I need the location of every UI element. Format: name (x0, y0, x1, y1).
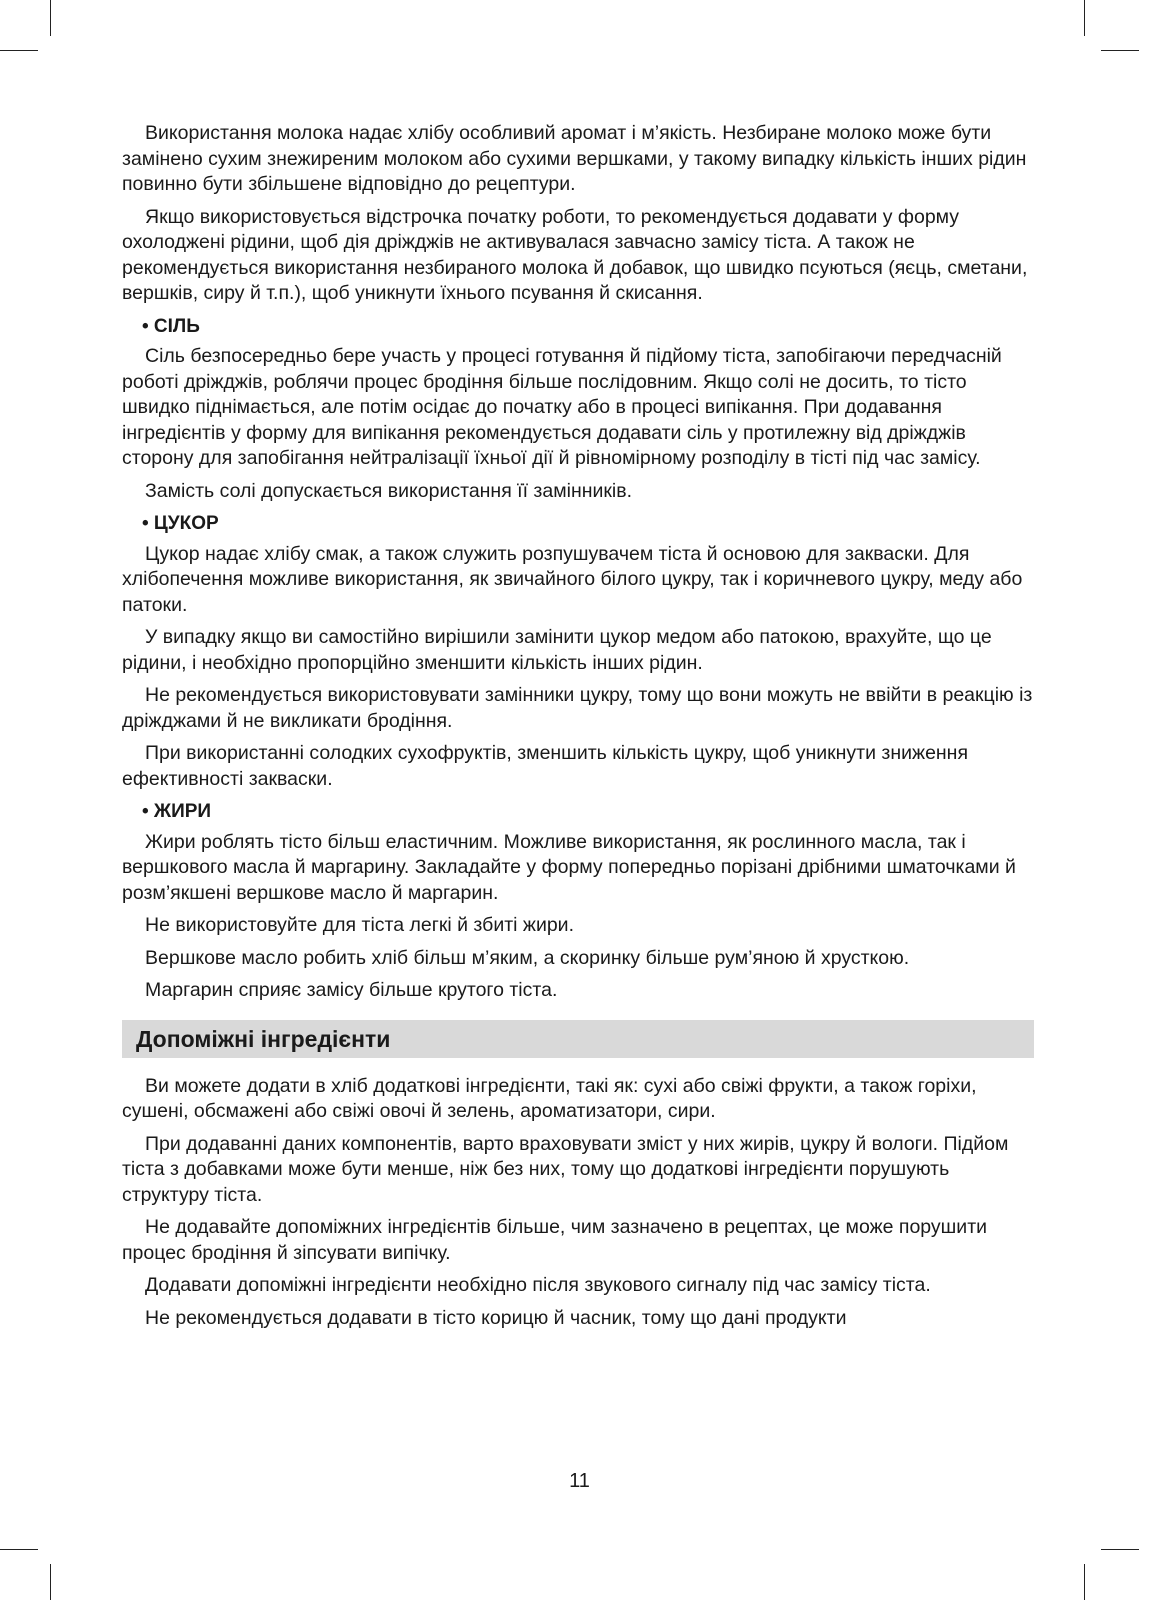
paragraph-milk-1: Використання молока надає хлібу особливий аромат і м’якість. Незбиране молоко може бути замінено сухим знежиреним молоком або сухими вершками, у такому випадку кількість інших рідин повинно бути збільшене відповідно до рецептури. (122, 122, 1027, 195)
paragraph-sugar-2: У випадку якщо ви самостійно вирішили замінити цукор медом або патокою, врахуйте, що це рідини, і необхідно пропорційно зменшити кількість інших рідин. (122, 626, 992, 674)
paragraph-salt-1: Сіль безпосередньо бере участь у процесі готування й підйому тіста, запобігаючи передчасній роботі дріжджів, роблячи процес бродіння більше послідовним. Якщо солі не досить, то тісто швидко піднімається, але потім осідає до початку або в процесі випікання. При додавання інгредієнтів у форму для випікання рекомендується додавати сіль у протилежну від дріжджів сторону для запобігання нейтралізації їхньої дії й рівномірному розподілу в тісті під час замісу. (122, 345, 1002, 469)
paragraph-milk-2: Якщо використовується відстрочка початку роботи, то рекомендується додавати у форму охолоджені рідини, щоб дія дріжджів не активувалася завчасно замісу тіста. А також не рекомендується використання незбираного молока й добавок, що швидко псуються (яєць, сметани, вершків, сиру й т.п.), щоб уникнути їхнього псування й скисання. (122, 205, 1028, 304)
crop-mark (1101, 1549, 1139, 1550)
heading-salt: • СІЛЬ (142, 315, 200, 337)
paragraph-fats-3: Вершкове масло робить хліб більш м’яким, а скоринку більше рум’яною й хрусткою. (145, 946, 910, 969)
heading-fats: • ЖИРИ (142, 801, 212, 822)
crop-mark (1084, 0, 1085, 36)
paragraph-aux-1: Ви можете додати в хліб додаткові інгредієнти, такі як: сухі або свіжі фрукти, а також горіхи, сушені, обсмажені або свіжі овочі й зелень, ароматизатори, сири. (122, 1074, 977, 1122)
crop-mark (0, 50, 38, 51)
crop-mark (1101, 50, 1139, 51)
crop-mark (0, 1549, 38, 1550)
page-number: 11 (569, 1470, 590, 1492)
paragraph-sugar-1: Цукор надає хлібу смак, а також служить розпушувачем тіста й основою для закваски. Для хлібопечення можливе використання, як звичайного білого цукру, так і коричневого цукру, меду або патоки. (122, 542, 1023, 616)
paragraph-salt-2: Замість солі допускається використання її замінників. (145, 479, 633, 502)
crop-mark (50, 0, 51, 36)
heading-sugar: • ЦУКОР (142, 513, 219, 534)
page-content (122, 121, 1034, 1338)
paragraph-aux-2: При додаванні даних компонентів, варто враховувати зміст у них жирів, цукру й вологи. Підйом тіста з добавками може бути менше, ніж без них, тому що додаткові інгредієнти порушують структуру тіста. (122, 1132, 1009, 1206)
crop-mark (1084, 1564, 1085, 1600)
paragraph-fats-2: Не використовуйте для тіста легкі й збиті жири. (145, 914, 574, 936)
paragraph-sugar-3: Не рекомендується використовувати замінники цукру, тому що вони можуть не ввійти в реакцію із дріжджами й не викликати бродіння. (122, 684, 1033, 732)
paragraph-fats-4: Маргарин сприяє замісу більше крутого тіста. (145, 979, 558, 1001)
paragraph-aux-5: Не рекомендується додавати в тісто корицю й часник, тому що дані продукти (145, 1306, 847, 1329)
crop-mark (50, 1564, 51, 1600)
section-title-auxiliary: Допоміжні інгредієнти (122, 1020, 1034, 1058)
paragraph-aux-3: Не додавайте допоміжних інгредієнтів більше, чим зазначено в рецептах, це може порушити процес бродіння й зіпсувати випічку. (122, 1216, 988, 1264)
paragraph-sugar-4: При використанні солодких сухофруктів, зменшить кількість цукру, щоб уникнути зниження ефективності закваски. (122, 742, 969, 790)
paragraph-aux-4: Додавати допоміжні інгредієнти необхідно після звукового сигналу під час замісу тіста. (145, 1274, 931, 1296)
paragraph-fats-1: Жири роблять тісто більш еластичним. Можливе використання, як рослинного масла, так і вершкового масла й маргарину. Закладайте у форму попередньо порізані дрібними шматочками й розм’якшені вершкове масло й маргарин. (122, 830, 1016, 904)
